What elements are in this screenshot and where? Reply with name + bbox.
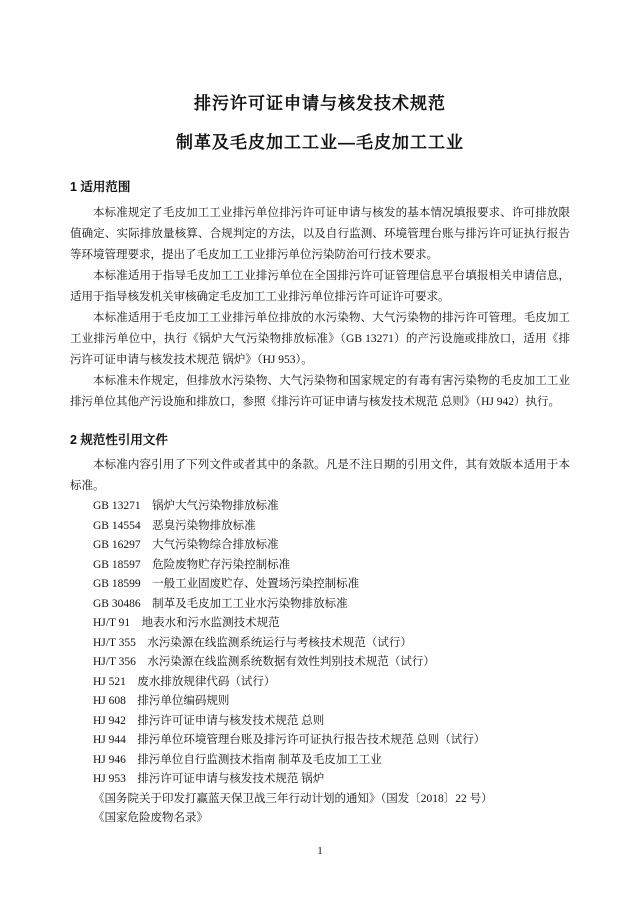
- reference-code: HJ 944: [93, 734, 126, 746]
- reference-row: [70, 536, 570, 556]
- reference-row: [70, 751, 570, 771]
- reference-code: GB 18597: [93, 558, 141, 571]
- reference-row: [70, 497, 570, 517]
- section-2-intro: 本标准内容引用了下列文件或者其中的条款。凡是不注日期的引用文件，其有效版本适用于本标准。: [70, 459, 570, 492]
- reference-code: GB 14554: [93, 519, 141, 532]
- reference-row: [70, 790, 570, 810]
- reference-title: 《国家危险废物名录》: [93, 812, 208, 824]
- reference-row: [70, 692, 570, 712]
- reference-row: [70, 634, 570, 654]
- page-number: 1: [317, 845, 323, 857]
- reference-code: HJ 942: [93, 714, 126, 727]
- section-1-paragraph-1: 本标准规定了毛皮加工工业排污单位排污许可证申请与核发的基本情况填报要求、许可排放限值确定、实际排放量核算、合规判定的方法，以及自行监测、环境管理台账与排污许可证执行报告等环境管理要求，提出了毛皮加工工业排污单位污染防治可行技术要求。: [70, 207, 570, 261]
- section-2-heading: 2 规范性引用文件: [70, 433, 168, 447]
- reference-title: 危险废物贮存污染控制标准: [152, 558, 291, 571]
- reference-code: GB 18599: [93, 578, 141, 590]
- reference-title: 锅炉大气污染物排放标准: [152, 500, 279, 512]
- reference-title: 制革及毛皮加工工业水污染物排放标准: [152, 597, 348, 610]
- reference-title: 一般工业固废贮存、处置场污染控制标准: [152, 578, 360, 590]
- reference-title: 排污单位编码规则: [137, 695, 230, 707]
- reference-code: HJ/T 91: [93, 617, 131, 629]
- reference-title: 排污许可证申请与核发技术规范 总则: [137, 714, 325, 727]
- reference-code: GB 16297: [93, 539, 141, 551]
- reference-row: [70, 614, 570, 634]
- reference-row: [70, 653, 570, 673]
- reference-row: [70, 517, 570, 537]
- section-1-paragraph-3: 本标准适用于毛皮加工工业排污单位排放的水污染物、大气污染物的排污许可管理。毛皮加工工业排污单位中，执行《锅炉大气污染物排放标准》（GB 13271）的产污设施或排放口，适用《排污许可证申请与核发技术规范 锅炉》（HJ 953）。: [70, 312, 570, 366]
- reference-title: 地表水和污水监测技术规范: [141, 617, 280, 629]
- section-1-paragraph-2: 本标准适用于指导毛皮加工工业排污单位在全国排污许可证管理信息平台填报相关申请信息，适用于指导核发机关审核确定毛皮加工工业排污单位排污许可证许可要求。: [70, 270, 570, 303]
- reference-title: 排污单位自行监测技术指南 制革及毛皮加工工业: [137, 753, 382, 766]
- reference-code: HJ 946: [93, 753, 126, 766]
- references-list: [70, 497, 570, 829]
- reference-title: 废水排放规律代码（试行）: [137, 675, 276, 688]
- reference-row: [70, 595, 570, 615]
- reference-row: [70, 575, 570, 595]
- reference-row: [70, 809, 570, 829]
- reference-code: HJ 521: [93, 675, 126, 688]
- reference-code: GB 30486: [93, 597, 141, 610]
- reference-code: HJ/T 356: [93, 656, 136, 668]
- reference-row: [70, 770, 570, 790]
- reference-code: GB 13271: [93, 500, 141, 512]
- reference-row: [70, 556, 570, 576]
- reference-title: 《国务院关于印发打赢蓝天保卫战三年行动计划的通知》（国发〔2018〕22 号）: [93, 792, 493, 805]
- reference-row: [70, 673, 570, 693]
- reference-title: 排污单位环境管理台账及排污许可证执行报告技术规范 总则（试行）: [137, 734, 486, 746]
- reference-title: 排污许可证申请与核发技术规范 锅炉: [137, 773, 325, 785]
- reference-title: 大气污染物综合排放标准: [152, 539, 279, 551]
- document-title-line2: 制革及毛皮加工工业—毛皮加工工业: [176, 133, 464, 152]
- section-1-heading: 1 适用范围: [70, 180, 131, 194]
- reference-title: 水污染源在线监测系统数据有效性判别技术规范（试行）: [147, 656, 435, 668]
- reference-title: 水污染源在线监测系统运行与考核技术规范（试行）: [147, 636, 412, 649]
- document-title-line1: 排污许可证申请与核发技术规范: [194, 94, 446, 113]
- reference-row: [70, 712, 570, 732]
- reference-code: HJ/T 355: [93, 636, 136, 649]
- reference-row: [70, 731, 570, 751]
- reference-code: HJ 608: [93, 695, 126, 707]
- reference-title: 恶臭污染物排放标准: [152, 519, 256, 532]
- reference-code: HJ 953: [93, 773, 126, 785]
- section-1-paragraph-4: 本标准未作规定，但排放水污染物、大气污染物和国家规定的有毒有害污染物的毛皮加工工业排污单位其他产污设施和排放口，参照《排污许可证申请与核发技术规范 总则》（HJ 942）执行。: [70, 375, 570, 408]
